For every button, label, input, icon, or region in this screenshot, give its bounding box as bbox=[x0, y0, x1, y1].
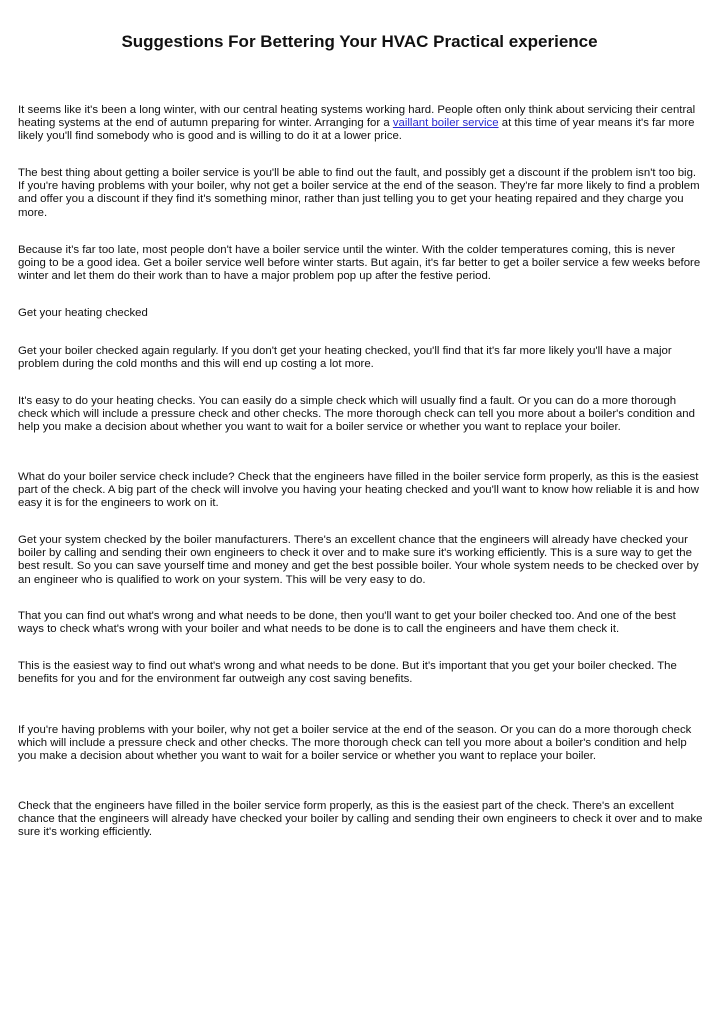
paragraph-easy-checks: It's easy to do your heating checks. You can easily do a simple check which will usually find a fault. Or you can do a more thorough check which will include a pressure check and other checks. The more thorough check can tell you more about a boiler's condition and help you make a decision about whether you want to wait for a boiler service or whether you want to replace your boiler. bbox=[18, 395, 695, 434]
paragraph-manufacturers: Get your system checked by the boiler manufacturers. There's an excellent chance that the engineers will already have checked your boiler by calling and sending their own engineers to check it over and to make sure it's working efficiently. This is a sure way to get the best result. So you can save yourself time and money and get the best possible boiler. Your whole system needs to be checked over by an engineer who is qualified to work on your system. This will be very easy to do. bbox=[18, 534, 699, 586]
paragraph-boiler-service-benefits: The best thing about getting a boiler service is you'll be able to find out the fault, and possibly get a discount if the problem isn't too big. If you're having problems with your boiler, why not get a boiler service at the end of the season. They're far more likely to find a problem and offer you a discount if they find it's something minor, rather than just telling you to get your heating repaired and they charge you more. bbox=[18, 167, 700, 219]
paragraph-find-out-wrong: That you can find out what's wrong and what needs to be done, then you'll want to get your boiler checked too. And one of the best ways to check what's wrong with your boiler and what needs to be done is to call the engineers and have them check it. bbox=[18, 610, 676, 636]
paragraph-problems: If you're having problems with your boiler, why not get a boiler service at the end of the season. Or you can do a more thorough check which will include a pressure check and other checks. The more thorough check can tell you more about a boiler's condition and help you make a decision about whether you want to wait for a boiler service or whether you want to replace your boiler. bbox=[18, 724, 692, 763]
vaillant-boiler-service-link[interactable]: vaillant boiler service bbox=[392, 117, 499, 130]
paragraph-timing: Because it's far too late, most people don't have a boiler service until the winter. With the colder temperatures coming, this is never going to be a good idea. Get a boiler service well before winter starts. But again, it's far better to get a boiler service a few weeks before winter and let them do their work than to have a major problem pop up after the festive period. bbox=[18, 244, 701, 283]
page-title: Suggestions For Bettering Your HVAC Practical experience bbox=[121, 32, 598, 51]
paragraph-regular-checks: Get your boiler checked again regularly. If you don't get your heating checked, you'll find that it's far more likely you'll have a major problem during the cold months and this will end up costing a lot more. bbox=[18, 345, 672, 371]
paragraph-intro bbox=[18, 104, 703, 144]
paragraph-intro-text-before: It seems like it's been a long winter, with our central heating systems working hard. People often only think about servicing their central heating systems at the end of autumn preparing for winter. Arranging for a bbox=[18, 104, 696, 130]
paragraph-check-contents: What do your boiler service check include? Check that the engineers have filled in the boiler service form properly, as this is the easiest part of the check. A big part of the check will involve you having your heating checked and you'll want to know how reliable it is and how easy it is for the engineers to work on it. bbox=[18, 471, 699, 510]
paragraph-easiest-way: This is the easiest way to find out what's wrong and what needs to be done. But it's important that you get your boiler checked. The benefits for you and for the environment far outweigh any cost saving benefits. bbox=[18, 660, 677, 686]
paragraph-intro-text-after: at this time of year means it's far more likely you'll find somebody who is good and is willing to do it at a lower price. bbox=[18, 117, 695, 143]
paragraph-service-form: Check that the engineers have filled in the boiler service form properly, as this is the easiest part of the check. There's an excellent chance that the engineers will already have checked your boiler by calling and sending their own engineers to check it over and to make sure it's working efficiently. bbox=[18, 800, 703, 839]
section-heading-heating-checked: Get your heating checked bbox=[18, 307, 148, 319]
